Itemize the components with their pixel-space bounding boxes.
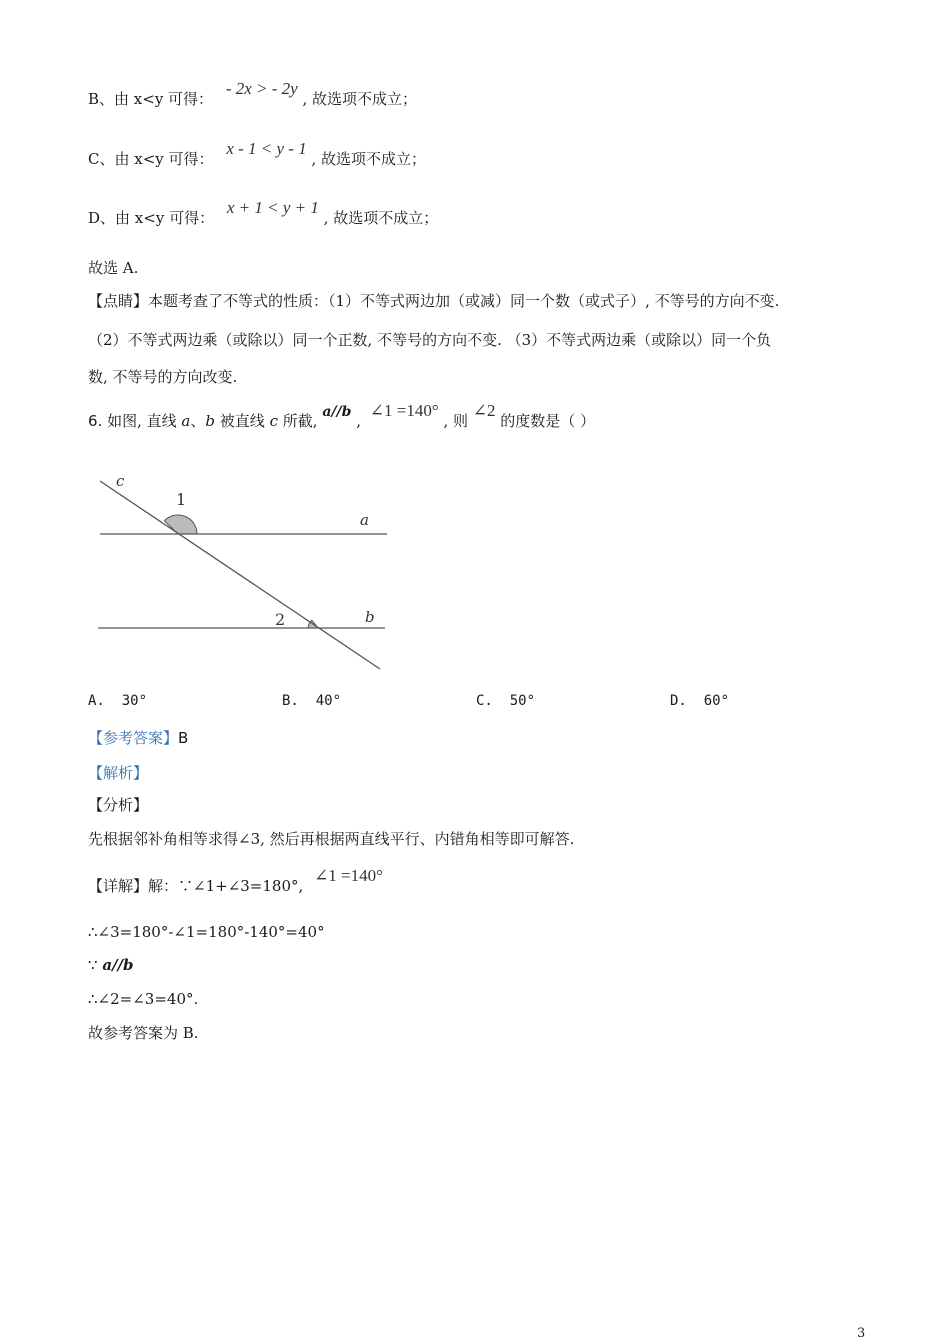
option-a-letter: A. [88, 693, 105, 709]
var-a: a [181, 412, 191, 430]
detail-given: ∠1 =140° [314, 866, 383, 885]
label-angle-1: 1 [176, 490, 187, 509]
fenxi-text: 先根据邻补角相等求得∠3, 然后再根据两直线平行、内错角相等即可解答. [88, 830, 575, 848]
option-b-letter: B. [282, 693, 299, 709]
question-6 [88, 401, 596, 433]
detail-intro: 解：∵∠1+∠3=180°, [148, 877, 304, 895]
var-sep: 、 [190, 412, 206, 430]
analysis-label: 【解析】 [88, 764, 149, 782]
detail-step-2-expr: a//b [102, 956, 134, 974]
condition-angle-1: ∠1 =140° [369, 401, 439, 420]
option-c-suffix: , 故选项不成立； [311, 150, 427, 168]
label-a: a [360, 511, 369, 529]
page-number: 3 [857, 1326, 866, 1341]
option-b [282, 693, 341, 709]
option-b-expression: - 2x > - 2y [225, 79, 298, 98]
option-c-prefix: C、由 x<y 可得： [88, 150, 214, 168]
question-text-3: 所截, [282, 412, 318, 430]
detail-step-2-prefix: ∵ [88, 956, 98, 974]
option-d-expression: x + 1 < y + 1 [226, 198, 319, 217]
condition-parallel: a//b [322, 404, 352, 420]
target-angle-2: ∠2 [472, 401, 496, 420]
comment-text-1: 本题考查了不等式的性质：（1）不等式两边加（或减）同一个数（或式子）, 不等号的方向不变. [148, 292, 780, 310]
option-b-prefix: B、由 x<y 可得： [88, 90, 214, 108]
detail-step-2 [88, 954, 134, 976]
solution-conclusion: 故选 A. [88, 259, 139, 277]
condition-comma: , [356, 412, 361, 430]
comment-tag: 【点睛】 [88, 292, 149, 310]
option-c [476, 693, 535, 709]
line-c [100, 481, 380, 669]
option-c-value: 50° [509, 693, 536, 709]
comment-line-1 [88, 290, 779, 312]
detail-line-1 [88, 866, 383, 897]
option-d-value: 60° [703, 693, 730, 709]
detail-step-1: ∴∠3=180°-∠1=180°-140°=40° [88, 923, 325, 941]
detail-step-3: ∴∠2=∠3=40°. [88, 990, 199, 1008]
question-text-4: , 则 [443, 412, 468, 430]
answer-value: B [178, 729, 189, 747]
question-text-2: 被直线 [219, 412, 265, 430]
var-c: c [269, 412, 278, 430]
option-c-expression: x - 1 < y - 1 [226, 139, 307, 158]
fenxi-label: 【分析】 [88, 796, 149, 814]
geometry-figure [90, 470, 400, 675]
detail-label: 【详解】 [88, 877, 149, 895]
question-text-5: 的度数是（ ） [500, 412, 596, 430]
comment-line-3: 数, 不等号的方向改变. [88, 368, 238, 386]
option-a [88, 693, 147, 709]
label-c: c [116, 472, 125, 490]
answer-line [88, 727, 188, 749]
option-c-letter: C. [476, 693, 493, 709]
option-d [670, 693, 729, 709]
option-b-suffix: , 故选项不成立； [302, 90, 418, 108]
solution-option-d [88, 198, 439, 229]
solution-option-b [88, 79, 418, 110]
option-b-value: 40° [315, 693, 342, 709]
question-number: 6. [88, 412, 103, 430]
option-d-prefix: D、由 x<y 可得： [88, 209, 215, 227]
option-d-letter: D. [670, 693, 687, 709]
label-b: b [365, 608, 375, 626]
solution-option-c [88, 139, 427, 170]
option-a-value: 30° [121, 693, 148, 709]
question-text-1: 如图, 直线 [107, 412, 177, 430]
option-d-suffix: , 故选项不成立； [323, 209, 439, 227]
comment-line-2: （2）不等式两边乘（或除以）同一个正数, 不等号的方向不变. （3）不等式两边乘（或除以）同一个负 [88, 331, 772, 349]
label-angle-2: 2 [275, 610, 286, 629]
detail-final: 故参考答案为 B. [88, 1024, 199, 1042]
angle-1-sector [164, 515, 197, 534]
var-b: b [205, 412, 215, 430]
answer-label: 【参考答案】 [88, 729, 179, 747]
